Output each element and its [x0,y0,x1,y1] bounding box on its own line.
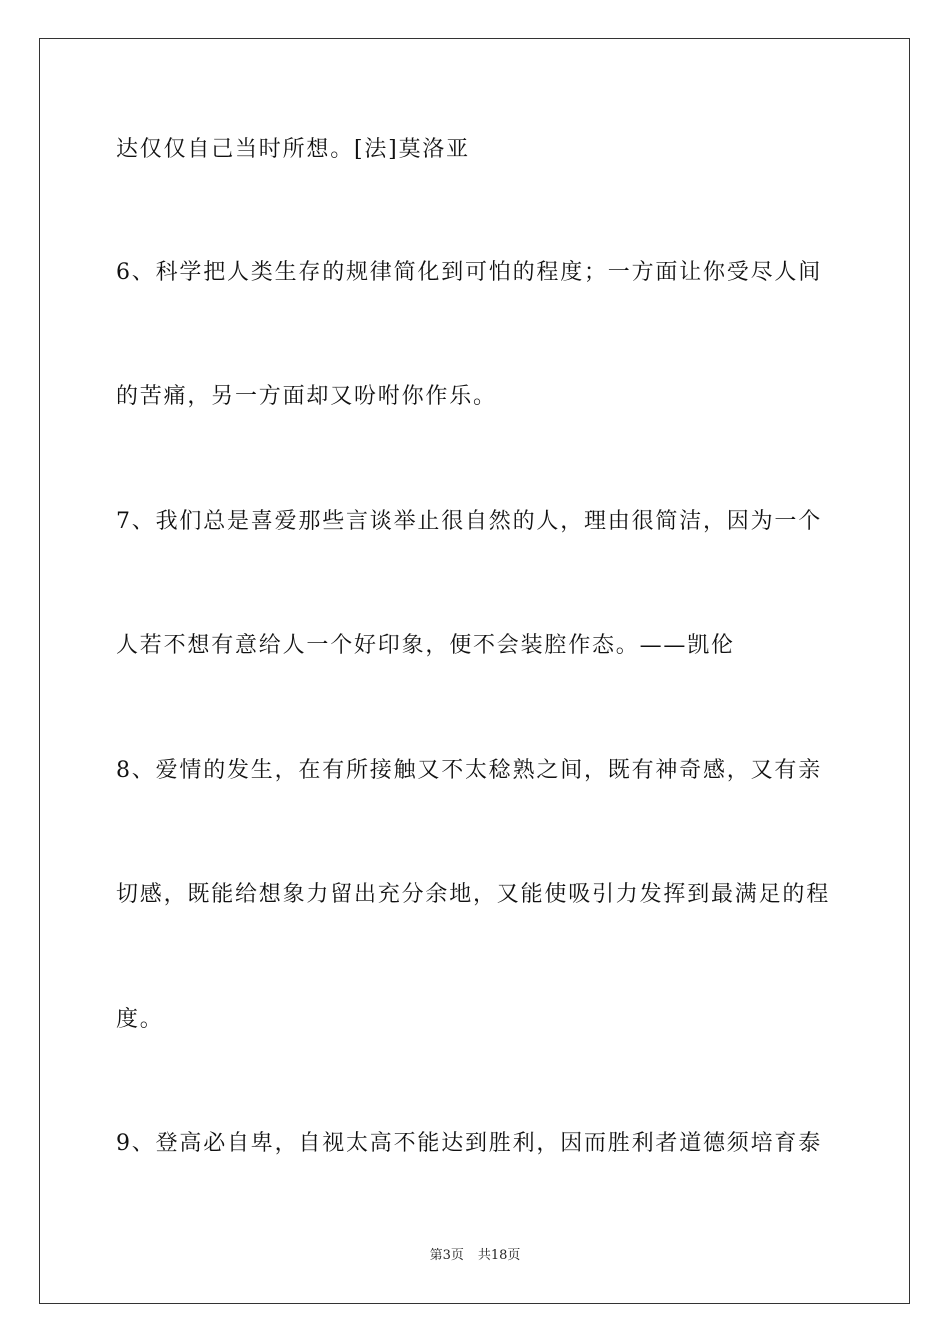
text-line: 9、登高必自卑，自视太高不能达到胜利，因而胜利者道德须培育泰 [116,1131,822,1156]
text-line: 8、爱情的发生，在有所接触又不太稔熟之间，既有神奇感，又有亲 [116,758,822,783]
text-line: 7、我们总是喜爱那些言谈举止很自然的人，理由很简洁，因为一个 [116,509,822,534]
text-line: 达仅仅自己当时所想。[法]莫洛亚 [116,137,470,162]
text-line: 切感，既能给想象力留出充分余地，又能使吸引力发挥到最满足的程 [116,882,831,907]
page-footer [0,1247,950,1265]
text-line: 人若不想有意给人一个好印象，便不会装腔作态。——凯伦 [116,633,735,658]
current-page-number: 第3页 [429,1248,464,1263]
total-page-count: 共18页 [477,1248,521,1263]
text-line: 的苦痛，另一方面却又吩咐你作乐。 [116,384,497,409]
text-line: 度。 [116,1007,164,1032]
text-line: 6、科学把人类生存的规律简化到可怕的程度；一方面让你受尽人间 [116,260,822,285]
page-border [39,38,910,1304]
